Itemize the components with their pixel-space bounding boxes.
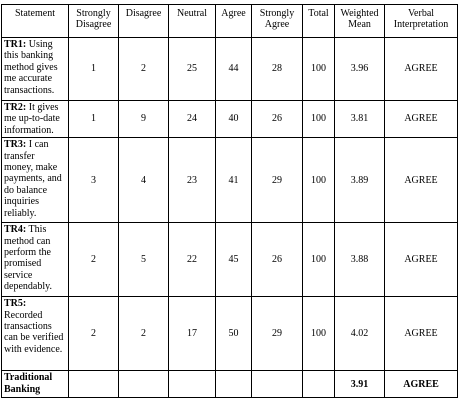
- disagree-cell: 4: [119, 138, 169, 223]
- strongly-agree-cell: 26: [252, 101, 303, 138]
- statement-text: This method can perform the promised service dependably.: [4, 224, 52, 293]
- statement-code: TR4:: [4, 224, 27, 236]
- agree-cell: 45: [216, 223, 252, 297]
- empty-cell: [252, 371, 303, 398]
- disagree-cell: 5: [119, 223, 169, 297]
- header-strongly-agree: Strongly Agree: [252, 5, 303, 38]
- header-verbal-interpretation: Verbal Interpretation: [385, 5, 458, 38]
- neutral-cell: 24: [169, 101, 216, 138]
- header-statement: Statement: [2, 5, 69, 38]
- summary-row: [2, 371, 458, 398]
- statement-cell: [2, 297, 69, 371]
- disagree-cell: 2: [119, 297, 169, 371]
- statement-text: It gives me up-to-date information.: [4, 102, 60, 136]
- agree-cell: 44: [216, 38, 252, 101]
- strongly-disagree-cell: 1: [69, 101, 119, 138]
- empty-cell: [69, 371, 119, 398]
- neutral-cell: 17: [169, 297, 216, 371]
- empty-cell: [169, 371, 216, 398]
- strongly-disagree-cell: 1: [69, 38, 119, 101]
- neutral-cell: 23: [169, 138, 216, 223]
- strongly-agree-cell: 29: [252, 297, 303, 371]
- header-agree: Agree: [216, 5, 252, 38]
- empty-cell: [119, 371, 169, 398]
- strongly-agree-cell: 26: [252, 223, 303, 297]
- empty-cell: [303, 371, 335, 398]
- statement-text: Using this banking method gives me accurate transactions.: [4, 39, 58, 96]
- weighted-mean-cell: 4.02: [335, 297, 385, 371]
- agree-cell: 50: [216, 297, 252, 371]
- statement-cell: [2, 223, 69, 297]
- strongly-agree-cell: 28: [252, 38, 303, 101]
- total-cell: 100: [303, 223, 335, 297]
- statement-code: TR3:: [4, 139, 27, 151]
- header-neutral: Neutral: [169, 5, 216, 38]
- total-cell: 100: [303, 101, 335, 138]
- header-disagree: Disagree: [119, 5, 169, 38]
- statement-text: I can transfer money, make payments, and do balance inquiries reliably.: [4, 139, 62, 219]
- weighted-mean-cell: 3.81: [335, 101, 385, 138]
- table-row: [2, 297, 458, 371]
- neutral-cell: 22: [169, 223, 216, 297]
- weighted-mean-cell: 3.96: [335, 38, 385, 101]
- survey-results-table: [1, 4, 458, 398]
- summary-weighted-mean: 3.91: [335, 371, 385, 398]
- header-total: Total: [303, 5, 335, 38]
- statement-text: Recorded transactions can be verified with evidence.: [4, 309, 64, 355]
- verbal-interpretation-cell: AGREE: [385, 101, 458, 138]
- statement-cell: [2, 38, 69, 101]
- statement-code: TR2:: [4, 102, 27, 113]
- weighted-mean-cell: 3.89: [335, 138, 385, 223]
- statement-cell: [2, 138, 69, 223]
- table-row: [2, 138, 458, 223]
- header-weighted-mean: Weighted Mean: [335, 5, 385, 38]
- strongly-disagree-cell: 3: [69, 138, 119, 223]
- empty-cell: [216, 371, 252, 398]
- weighted-mean-cell: 3.88: [335, 223, 385, 297]
- header-strongly-disagree: Strongly Disagree: [69, 5, 119, 38]
- summary-verbal-interpretation: AGREE: [385, 371, 458, 398]
- verbal-interpretation-cell: AGREE: [385, 223, 458, 297]
- total-cell: 100: [303, 38, 335, 101]
- table-row: [2, 223, 458, 297]
- verbal-interpretation-cell: AGREE: [385, 138, 458, 223]
- agree-cell: 41: [216, 138, 252, 223]
- statement-code: TR1:: [4, 39, 27, 50]
- verbal-interpretation-cell: AGREE: [385, 297, 458, 371]
- total-cell: 100: [303, 138, 335, 223]
- strongly-disagree-cell: 2: [69, 223, 119, 297]
- disagree-cell: 2: [119, 38, 169, 101]
- table-row: [2, 38, 458, 101]
- statement-code: TR5:: [4, 298, 27, 310]
- agree-cell: 40: [216, 101, 252, 138]
- summary-label: Traditional Banking: [2, 371, 69, 398]
- disagree-cell: 9: [119, 101, 169, 138]
- verbal-interpretation-cell: AGREE: [385, 38, 458, 101]
- table-row: [2, 101, 458, 138]
- strongly-agree-cell: 29: [252, 138, 303, 223]
- neutral-cell: 25: [169, 38, 216, 101]
- total-cell: 100: [303, 297, 335, 371]
- strongly-disagree-cell: 2: [69, 297, 119, 371]
- statement-cell: [2, 101, 69, 138]
